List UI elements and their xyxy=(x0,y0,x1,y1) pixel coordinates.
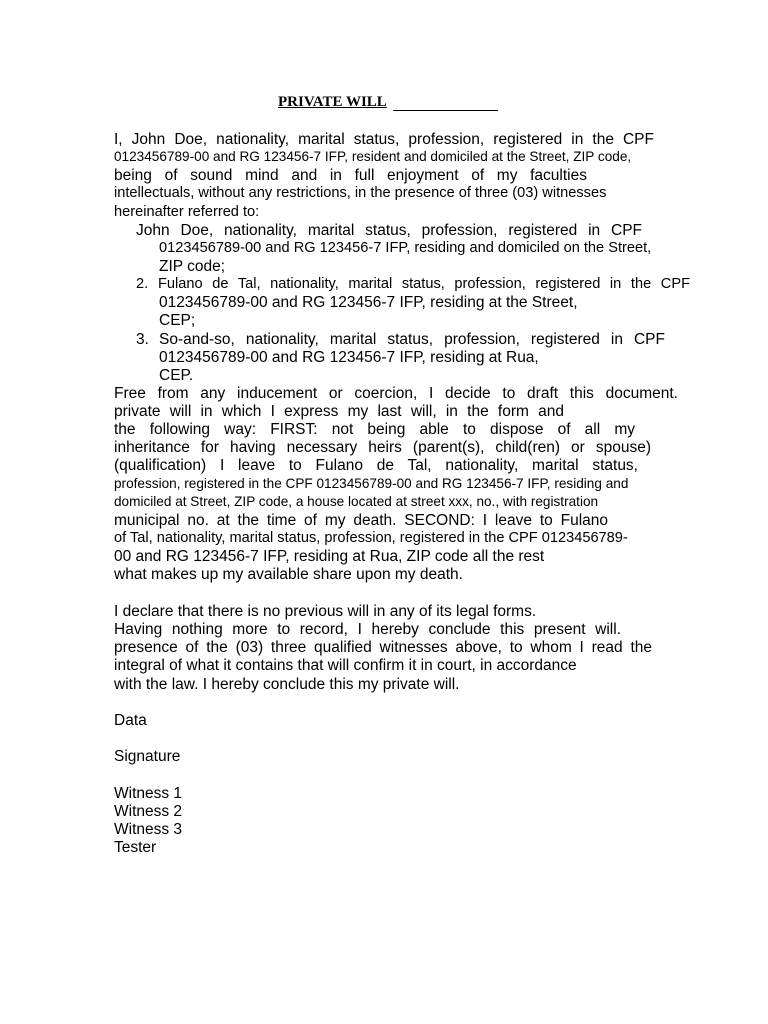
signature-field: Signature xyxy=(114,748,181,765)
body-line: presence of the (03) three qualified witnesses above, to whom I read the xyxy=(114,639,652,656)
body-line: municipal no. at the time of my death. SECOND: I leave to Fulano xyxy=(114,512,608,529)
title-underline xyxy=(393,110,498,111)
body-line: integral of what it contains that will confirm it in court, in accordance xyxy=(114,657,577,674)
date-field: Data xyxy=(114,712,147,729)
body-line: 0123456789-00 and RG 123456-7 IFP, resident and domiciled at the Street, ZIP code, xyxy=(114,149,632,164)
body-line: Free from any inducement or coercion, I decide to draft this document. xyxy=(114,385,678,402)
witness-signature-1: Witness 1 xyxy=(114,785,183,802)
body-line: Having nothing more to record, I hereby conclude this present will. xyxy=(114,621,621,638)
body-line: 0123456789-00 and RG 123456-7 IFP, residing at the Street, xyxy=(159,294,578,311)
body-line: with the law. I hereby conclude this my private will. xyxy=(114,676,460,693)
body-line: private will in which I express my last will, in the form and xyxy=(114,403,564,420)
witness-item-1: John Doe, nationality, marital status, profession, registered in CPF xyxy=(136,222,642,239)
body-line: CEP; xyxy=(159,312,196,329)
body-line: inheritance for having necessary heirs (parent(s), child(ren) or spouse) xyxy=(114,439,651,456)
body-line: I declare that there is no previous will in any of its legal forms. xyxy=(114,603,537,620)
list-number: 2. xyxy=(136,276,149,292)
body-line: what makes up my available share upon my death. xyxy=(114,566,463,583)
body-line: (qualification) I leave to Fulano de Tal, nationality, marital status, xyxy=(114,457,638,474)
body-line: hereinafter referred to: xyxy=(114,204,260,220)
body-line: profession, registered in the CPF 0123456789-00 and RG 123456-7 IFP, residing and xyxy=(114,476,629,491)
body-line: 0123456789-00 and RG 123456-7 IFP, residing and domiciled on the Street, xyxy=(159,240,652,256)
list-number: 3. xyxy=(136,331,149,348)
witness-signature-3: Witness 3 xyxy=(114,821,183,838)
body-line: I, John Doe, nationality, marital status, profession, registered in the CPF xyxy=(114,131,654,148)
body-line: ZIP code; xyxy=(159,258,226,275)
body-line: intellectuals, without any restrictions, in the presence of three (03) witnesses xyxy=(114,185,607,201)
body-line: 0123456789-00 and RG 123456-7 IFP, residing at Rua, xyxy=(159,349,539,366)
body-line: CEP. xyxy=(159,367,194,384)
witness-item-3: So-and-so, nationality, marital status, profession, registered in CPF xyxy=(159,331,665,348)
body-line: 00 and RG 123456-7 IFP, residing at Rua, ZIP code all the rest xyxy=(114,548,545,565)
document-title: PRIVATE WILL xyxy=(278,94,387,110)
body-line: being of sound mind and in full enjoyment of my faculties xyxy=(114,167,587,184)
witness-signature-2: Witness 2 xyxy=(114,803,183,820)
tester-signature: Tester xyxy=(114,839,157,856)
body-line: the following way: FIRST: not being able to dispose of all my xyxy=(114,421,635,438)
witness-item-2: Fulano de Tal, nationality, marital status, profession, registered in the CPF xyxy=(158,276,690,292)
body-line: domiciled at Street, ZIP code, a house located at street xxx, no., with registration xyxy=(114,494,599,509)
body-line: of Tal, nationality, marital status, profession, registered in the CPF 0123456789- xyxy=(114,530,628,546)
